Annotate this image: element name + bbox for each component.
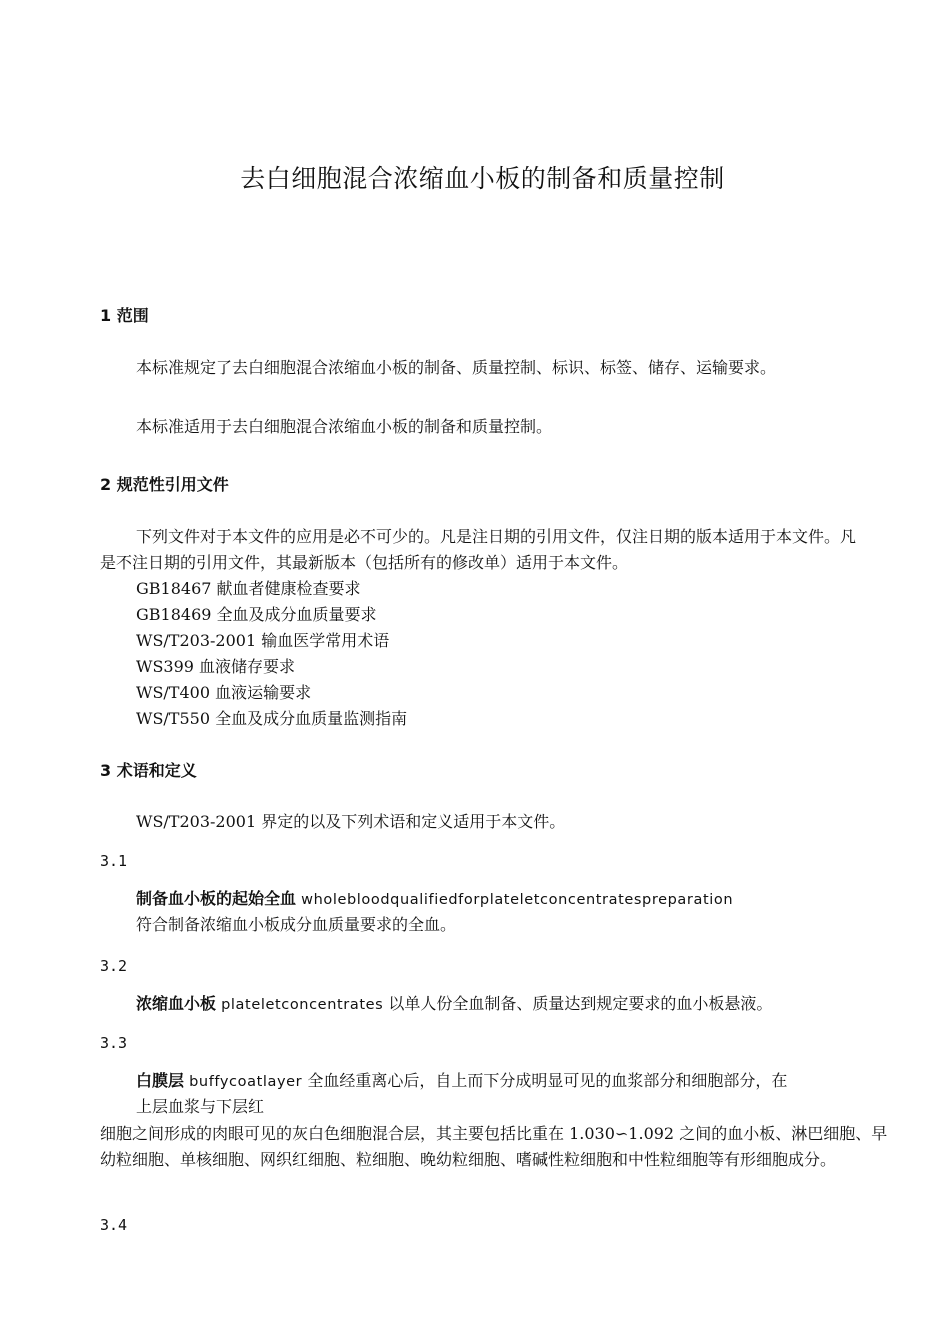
term-entry	[136, 993, 772, 1016]
reference-item: WS/T400 血液运输要求	[136, 683, 312, 702]
term-chinese: 浓缩血小板	[136, 994, 217, 1013]
term-english: plateletconcentrates	[221, 997, 384, 1013]
term-definition-part: 全血经重离心后，自上而下分成明显可见的血浆部分和细胞部分，在	[307, 1071, 788, 1090]
section-1-heading: 1 范围	[100, 306, 149, 325]
section-3-heading: 3 术语和定义	[100, 761, 197, 780]
reference-item: WS/T203-2001 输血医学常用术语	[136, 631, 390, 650]
term-number: 3.4	[100, 1216, 128, 1234]
term-chinese: 白膜层	[136, 1071, 185, 1090]
term-number: 3.3	[100, 1034, 128, 1052]
reference-item: WS399 血液储存要求	[136, 657, 296, 676]
document-title: 去白细胞混合浓缩血小板的制备和质量控制	[240, 164, 725, 193]
term-english: wholebloodqualifiedforplateletconcentratespreparation	[301, 892, 734, 908]
term-number: 3.1	[100, 852, 128, 870]
term-entry	[136, 888, 733, 911]
section-2-intro: 下列文件对于本文件的应用是必不可少的。凡是注日期的引用文件，仅注日期的版本适用于本文件。凡是不注日期的引用文件，其最新版本（包括所有的修改单）适用于本文件。	[100, 527, 857, 572]
term-definition-continued: 细胞之间形成的肉眼可见的灰白色细胞混合层，其主要包括比重在 1.030∽1.092 之间的血小板、淋巴细胞、早幼粒细胞、单核细胞、网织红细胞、粒细胞、晚幼粒细胞、嗜碱性粒细胞和中性粒细胞等有形细胞成分。	[100, 1124, 888, 1169]
reference-item: WS/T550 全血及成分血质量监测指南	[136, 709, 408, 728]
section-1-paragraph-2: 本标准适用于去白细胞混合浓缩血小板的制备和质量控制。	[136, 417, 553, 436]
term-entry	[136, 1070, 787, 1093]
term-definition: 符合制备浓缩血小板成分血质量要求的全血。	[136, 915, 457, 934]
reference-item: GB18469 全血及成分血质量要求	[136, 605, 377, 624]
reference-item: GB18467 献血者健康检查要求	[136, 579, 361, 598]
section-2-heading: 2 规范性引用文件	[100, 475, 229, 494]
term-chinese: 制备血小板的起始全血	[136, 889, 297, 908]
term-english: buffycoatlayer	[189, 1074, 303, 1090]
section-3-intro: WS/T203-2001 界定的以及下列术语和定义适用于本文件。	[136, 812, 566, 831]
term-definition-part: 上层血浆与下层红	[136, 1097, 265, 1116]
section-1-paragraph-1: 本标准规定了去白细胞混合浓缩血小板的制备、质量控制、标识、标签、储存、运输要求。	[136, 358, 777, 377]
term-number: 3.2	[100, 957, 128, 975]
term-definition: 以单人份全血制备、质量达到规定要求的血小板悬液。	[388, 994, 773, 1013]
